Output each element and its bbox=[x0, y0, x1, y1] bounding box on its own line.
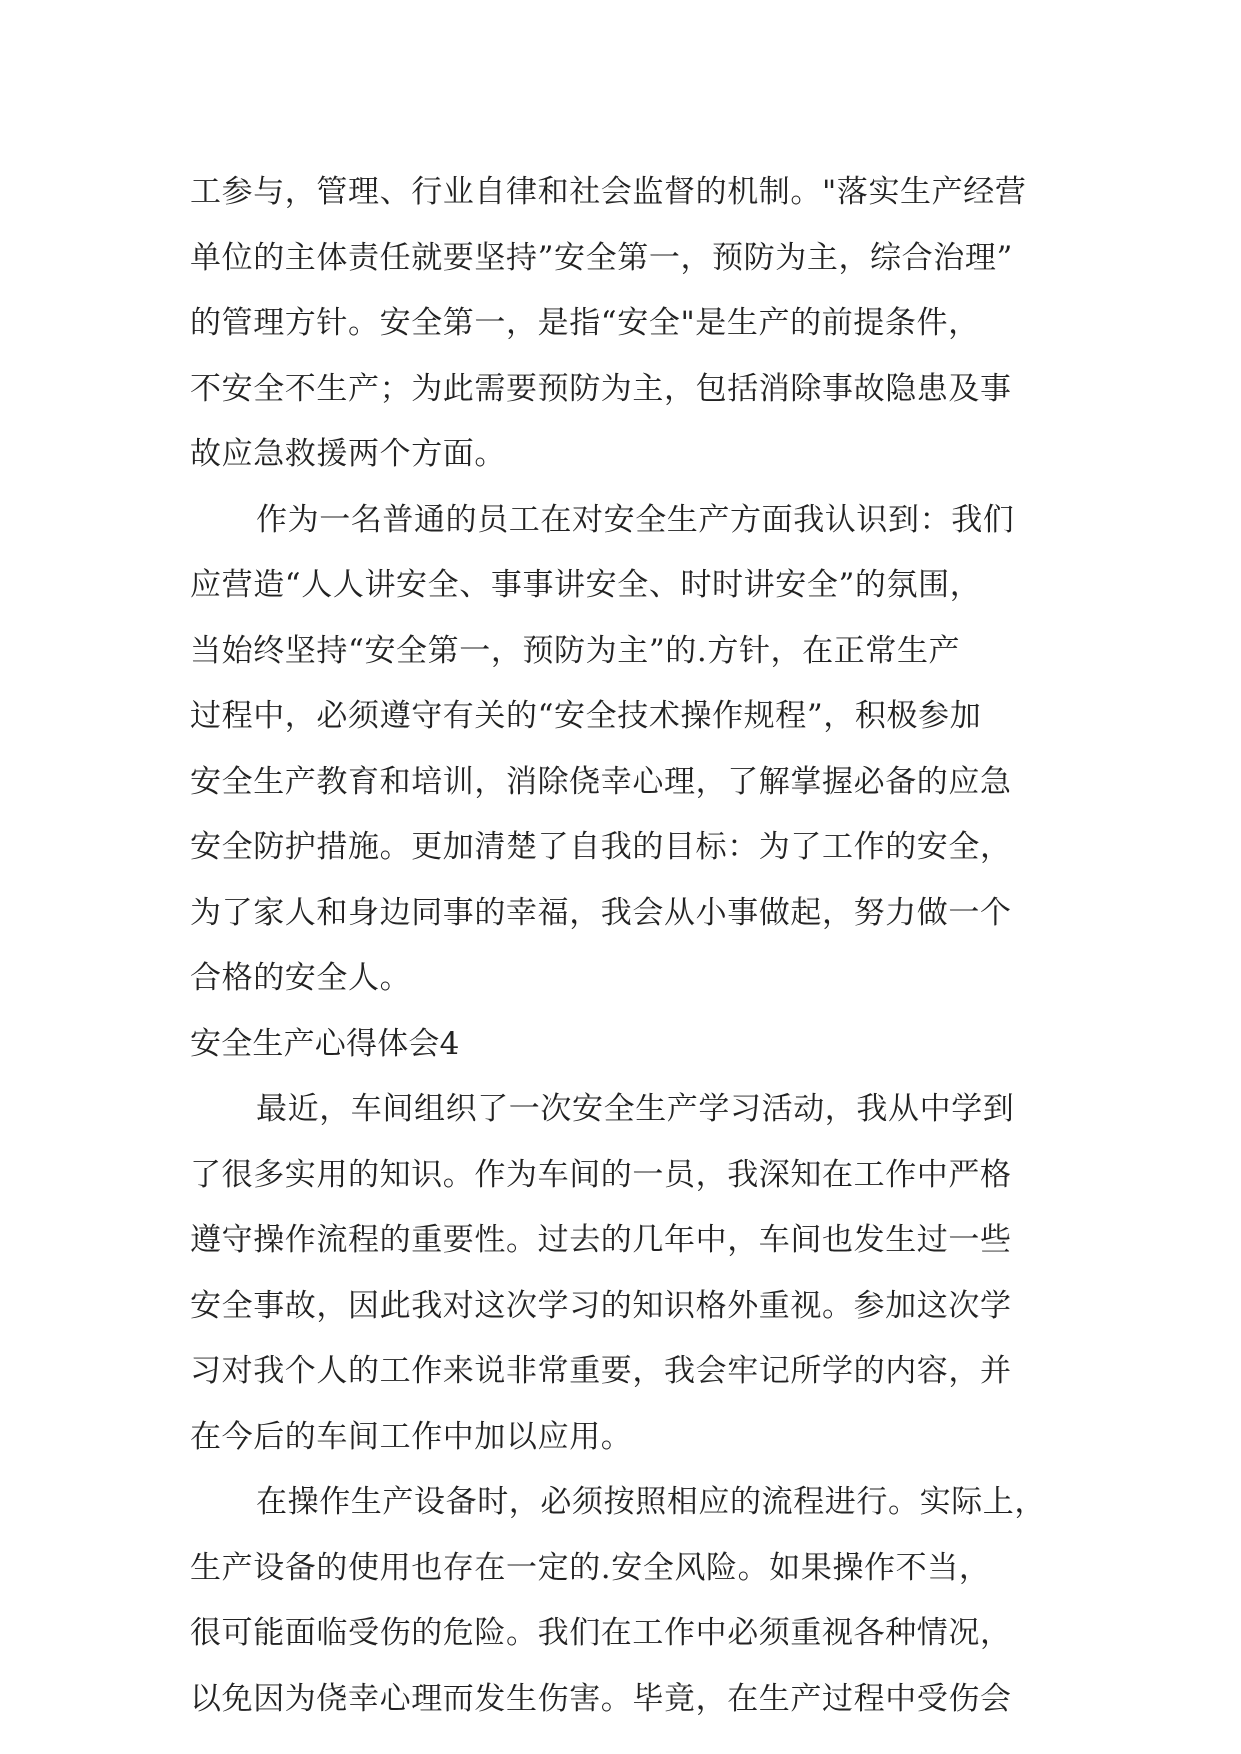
text-line: 合格的安全人。 bbox=[190, 960, 412, 996]
text-line: 的管理方针。安全第一，是指“安全"是生产的前提条件， bbox=[190, 305, 980, 341]
document-body bbox=[190, 160, 1070, 1732]
text-line: 安全生产教育和培训，消除侥幸心理，了解掌握必备的应急 bbox=[190, 763, 1012, 800]
text-line: 故应急救援两个方面。 bbox=[190, 436, 506, 472]
paragraph-first-line: 作为一名普通的员工在对安全生产方面我认识到：我们 bbox=[256, 501, 1015, 538]
text-line: 应营造“人人讲安全、事事讲安全、时时讲安全”的氛围， bbox=[190, 567, 982, 603]
text-line: 遵守操作流程的重要性。过去的几年中，车间也发生过一些 bbox=[190, 1222, 1012, 1258]
text-line: 当始终坚持“安全第一，预防为主”的.方针，在正常生产 bbox=[190, 632, 961, 669]
paragraph-first-line: 最近，车间组织了一次安全生产学习活动，我从中学到 bbox=[256, 1091, 1015, 1127]
text-line: 过程中，必须遵守有关的“安全技术操作规程”，积极参加 bbox=[190, 698, 982, 734]
text-line: 单位的主体责任就要坚持”安全第一，预防为主，综合治理” bbox=[190, 239, 1013, 276]
text-line: 安全事故，因此我对这次学习的知识格外重视。参加这次学 bbox=[190, 1287, 1012, 1324]
text-line: 以免因为侥幸心理而发生伤害。毕竟，在生产过程中受伤会 bbox=[190, 1680, 1012, 1717]
section-heading: 安全生产心得体会4 bbox=[190, 1025, 460, 1062]
text-line: 为了家人和身边同事的幸福，我会从小事做起，努力做一个 bbox=[190, 894, 1012, 931]
text-line: 了很多实用的知识。作为车间的一员，我深知在工作中严格 bbox=[190, 1156, 1012, 1193]
text-line: 生产设备的使用也存在一定的.安全风险。如果操作不当， bbox=[190, 1549, 991, 1586]
text-line: 习对我个人的工作来说非常重要，我会牢记所学的内容，并 bbox=[190, 1353, 1012, 1389]
paragraph-first-line: 在操作生产设备时，必须按照相应的流程进行。实际上， bbox=[256, 1484, 1046, 1520]
text-line: 安全防护措施。更加清楚了自我的目标：为了工作的安全， bbox=[190, 829, 1012, 865]
text-line: 工参与，管理、行业自律和社会监督的机制。"落实生产经营 bbox=[190, 174, 1027, 210]
text-line: 很可能面临受伤的危险。我们在工作中必须重视各种情况， bbox=[190, 1615, 1012, 1651]
text-line: 不安全不生产；为此需要预防为主，包括消除事故隐患及事 bbox=[190, 370, 1012, 407]
text-line: 在今后的车间工作中加以应用。 bbox=[190, 1418, 633, 1455]
